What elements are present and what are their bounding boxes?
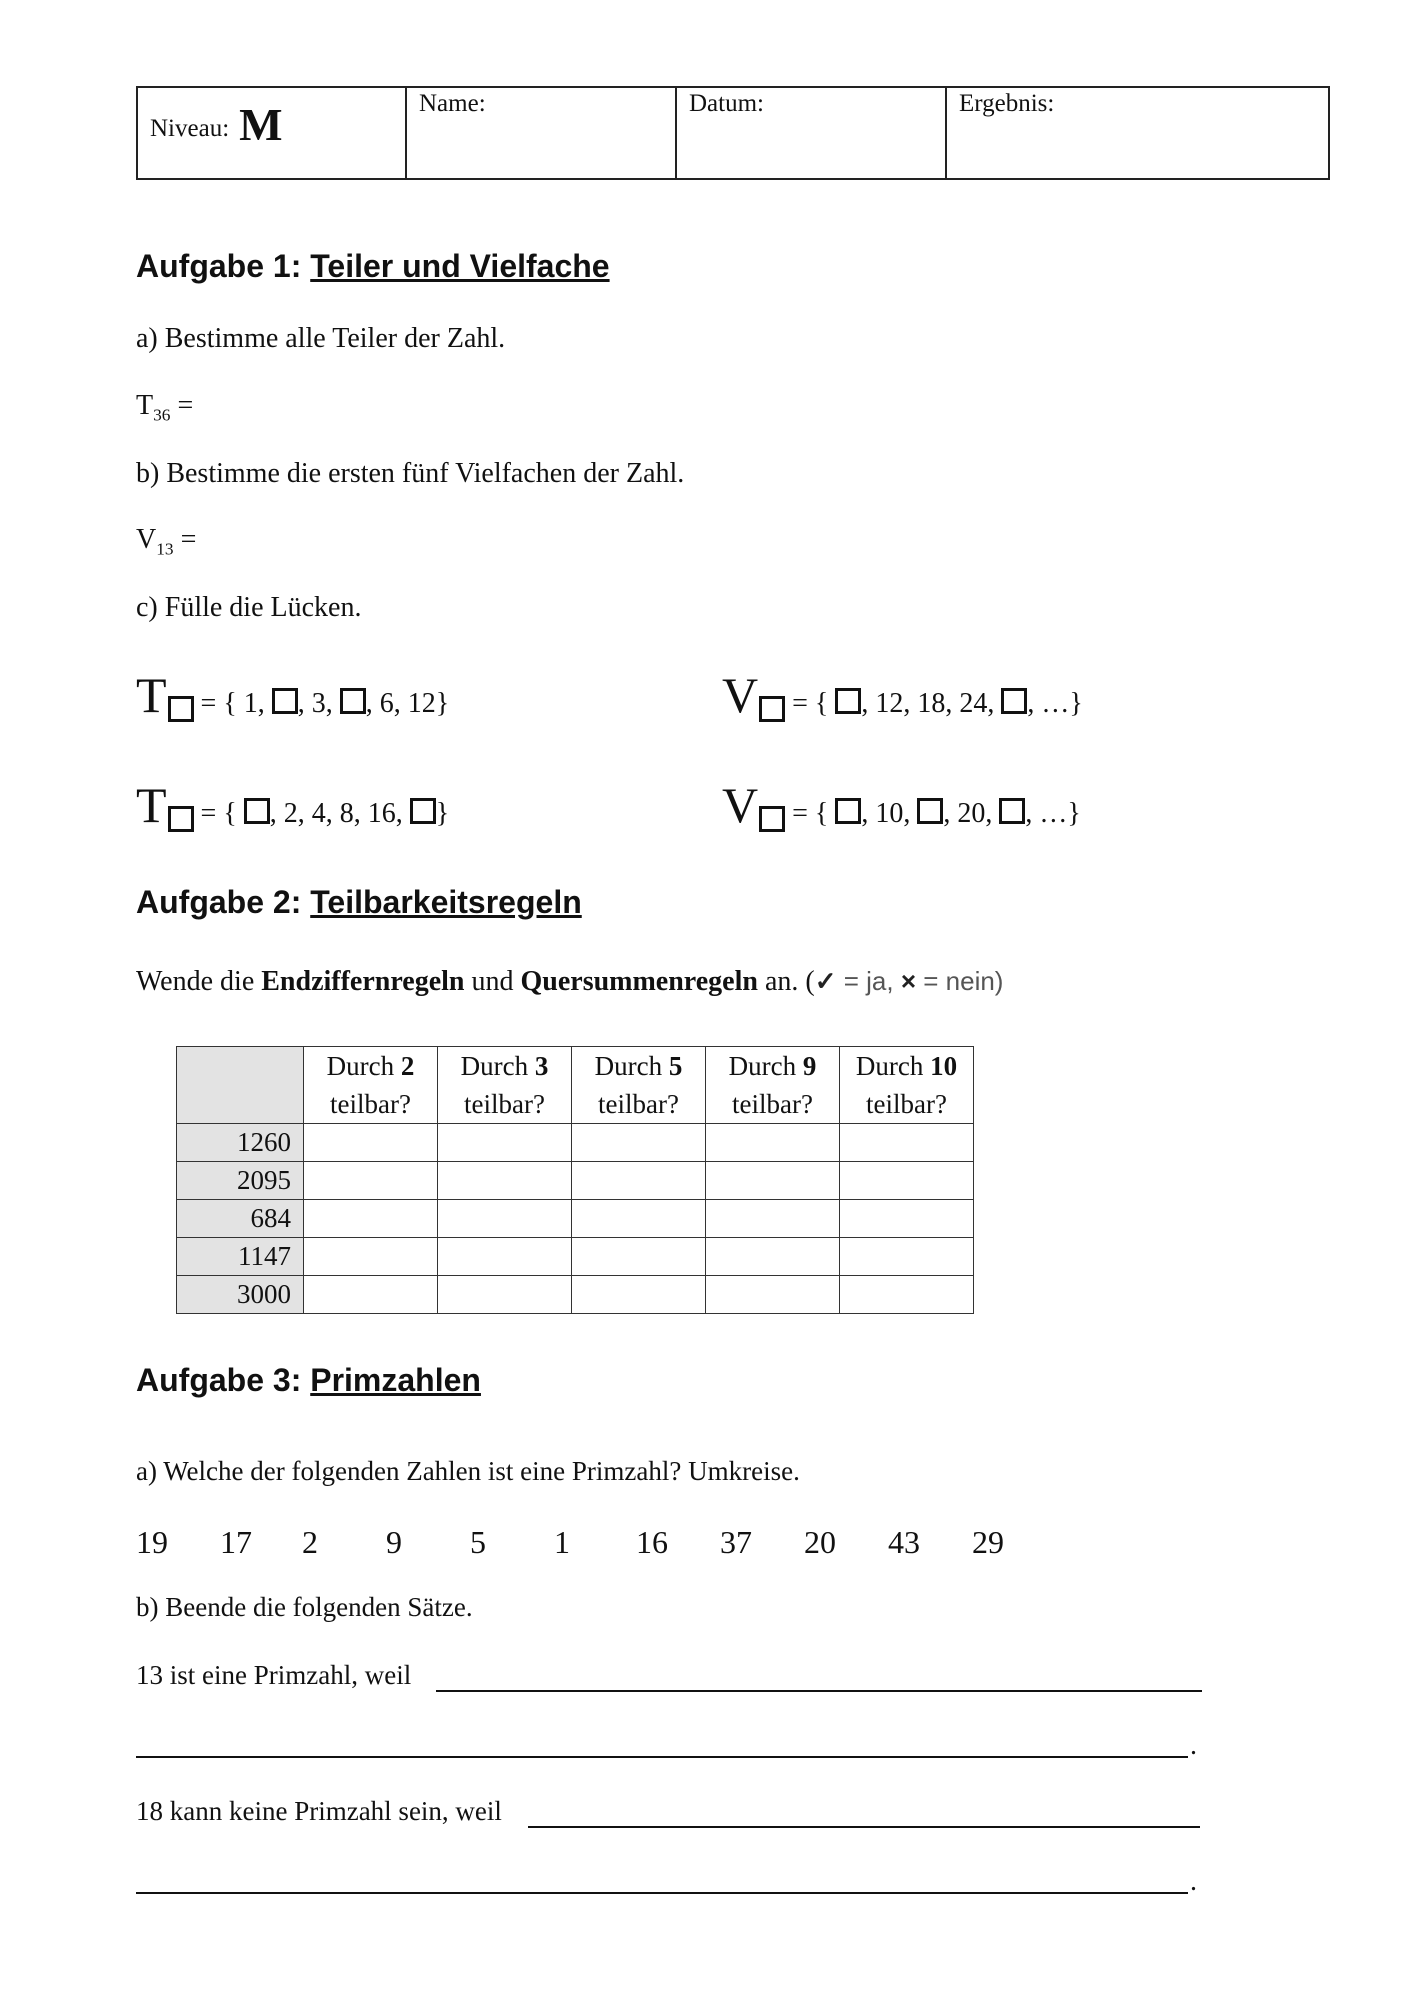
- answer-cell[interactable]: [438, 1200, 572, 1238]
- sentence-text: 13 ist eine Primzahl, weil: [136, 1660, 412, 1690]
- equals: =: [173, 524, 197, 555]
- task3-prefix: Aufgabe 3:: [136, 1362, 311, 1398]
- task3-heading: [136, 1362, 481, 1399]
- answer-cell[interactable]: [438, 1238, 572, 1276]
- prime-candidate[interactable]: 43: [888, 1524, 920, 1560]
- task1-prefix: Aufgabe 1:: [136, 248, 311, 284]
- col-post: teilbar?: [732, 1089, 813, 1119]
- divisor-symbol: T: [136, 390, 154, 421]
- answer-line[interactable]: [136, 1756, 1188, 1758]
- answer-line[interactable]: [528, 1826, 1200, 1828]
- gap-box[interactable]: [168, 806, 194, 832]
- answer-cell[interactable]: [840, 1276, 974, 1314]
- answer-cell[interactable]: [706, 1200, 840, 1238]
- ergebnis-cell[interactable]: [946, 87, 1329, 179]
- niveau-cell: [137, 87, 406, 179]
- answer-cell[interactable]: [840, 1200, 974, 1238]
- intro-text: Wende die: [136, 966, 262, 997]
- set-symbol: T: [136, 667, 167, 723]
- set-text: , 3,: [297, 688, 340, 719]
- set-text: }: [435, 798, 450, 829]
- name-label: Name:: [419, 90, 486, 117]
- gap-box[interactable]: [168, 696, 194, 722]
- gap-box[interactable]: [999, 798, 1025, 824]
- gap-box[interactable]: [410, 798, 436, 824]
- multiple-symbol: V: [136, 524, 157, 555]
- col-pre: Durch: [460, 1051, 535, 1081]
- divisibility-table: [176, 1046, 974, 1314]
- gap-box[interactable]: [835, 798, 861, 824]
- answer-cell[interactable]: [304, 1276, 438, 1314]
- row-number: 1260: [177, 1124, 304, 1162]
- col-num: 3: [534, 1051, 549, 1081]
- answer-cell[interactable]: [572, 1200, 706, 1238]
- answer-cell[interactable]: [304, 1162, 438, 1200]
- answer-cell[interactable]: [304, 1238, 438, 1276]
- col-post: teilbar?: [598, 1089, 679, 1119]
- gap-set-3: [136, 776, 449, 834]
- prime-candidate[interactable]: 16: [636, 1524, 668, 1560]
- prime-candidate[interactable]: 37: [720, 1524, 752, 1560]
- intro-text: und: [464, 966, 521, 997]
- name-cell[interactable]: [406, 87, 676, 179]
- answer-cell[interactable]: [840, 1238, 974, 1276]
- set-text: , 20,: [943, 798, 1000, 829]
- check-icon: ✓: [814, 966, 837, 996]
- set-text: , …}: [1025, 798, 1081, 829]
- set-symbol: V: [722, 667, 759, 723]
- set-text: , 6, 12}: [365, 688, 450, 719]
- task1-heading: [136, 248, 610, 285]
- legend-text: = nein): [916, 966, 1004, 996]
- sentence-2: [136, 1796, 502, 1827]
- table-row: [177, 1238, 974, 1276]
- row-number: 3000: [177, 1276, 304, 1314]
- set-symbol: V: [722, 777, 759, 833]
- legend: [815, 966, 1004, 996]
- answer-cell[interactable]: [304, 1200, 438, 1238]
- col-header: [840, 1047, 974, 1124]
- table-row: [177, 1124, 974, 1162]
- task1-a-text: a) Bestimme alle Teiler der Zahl.: [136, 323, 506, 354]
- set-text: = {: [785, 798, 836, 829]
- gap-box[interactable]: [1001, 688, 1027, 714]
- prime-candidate[interactable]: 20: [804, 1524, 836, 1560]
- table-row: [177, 1162, 974, 1200]
- answer-cell[interactable]: [840, 1162, 974, 1200]
- answer-cell[interactable]: [706, 1124, 840, 1162]
- ergebnis-label: Ergebnis:: [959, 90, 1055, 117]
- col-num: 2: [400, 1051, 415, 1081]
- gap-box[interactable]: [244, 798, 270, 824]
- set-text: = { 1,: [193, 688, 272, 719]
- task2-intro: [136, 966, 1003, 998]
- header-table: [136, 86, 1330, 180]
- answer-cell[interactable]: [438, 1124, 572, 1162]
- task1-title: Teiler und Vielfache: [310, 248, 610, 284]
- gap-set-4: [722, 776, 1081, 834]
- prime-candidate[interactable]: 17: [220, 1524, 252, 1560]
- task3-b-text: b) Beende die folgenden Sätze.: [136, 1592, 473, 1622]
- col-num: 10: [930, 1051, 958, 1081]
- prime-candidate[interactable]: 29: [972, 1524, 1004, 1560]
- answer-cell[interactable]: [438, 1162, 572, 1200]
- answer-cell[interactable]: [706, 1276, 840, 1314]
- gap-set-1: [136, 666, 449, 724]
- cross-icon: ×: [900, 966, 917, 996]
- table-corner: [177, 1047, 304, 1124]
- prime-candidate[interactable]: 2: [302, 1524, 318, 1560]
- set-text: = {: [193, 798, 244, 829]
- table-row: [177, 1276, 974, 1314]
- answer-cell[interactable]: [572, 1124, 706, 1162]
- col-pre: Durch: [326, 1051, 401, 1081]
- answer-cell[interactable]: [572, 1276, 706, 1314]
- set-text: , 10,: [861, 798, 918, 829]
- niveau-label: Niveau:: [150, 115, 230, 142]
- answer-cell[interactable]: [706, 1238, 840, 1276]
- task1-c-text: c) Fülle die Lücken.: [136, 592, 362, 623]
- set-text: , …}: [1027, 688, 1083, 719]
- col-pre: Durch: [728, 1051, 803, 1081]
- multiple-sub: 13: [156, 539, 174, 559]
- task1-b-answer[interactable]: [136, 524, 196, 560]
- equals: =: [170, 390, 194, 421]
- set-text: = {: [785, 688, 836, 719]
- gap-box[interactable]: [340, 688, 366, 714]
- datum-cell[interactable]: [676, 87, 946, 179]
- legend-text: = ja,: [836, 966, 901, 996]
- task3-a-text: a) Welche der folgenden Zahlen ist eine Primzahl? Umkreise.: [136, 1456, 800, 1486]
- col-pre: Durch: [594, 1051, 669, 1081]
- gap-box[interactable]: [759, 696, 785, 722]
- set-text: , 12, 18, 24,: [861, 688, 1002, 719]
- answer-cell[interactable]: [840, 1124, 974, 1162]
- task1-a-answer[interactable]: [136, 390, 193, 426]
- task1-b-text: b) Bestimme die ersten fünf Vielfachen der Zahl.: [136, 458, 685, 489]
- col-header: [572, 1047, 706, 1124]
- sentence-text: 18 kann keine Primzahl sein, weil: [136, 1796, 502, 1826]
- row-number: 1147: [177, 1238, 304, 1276]
- niveau-value: M: [239, 99, 283, 150]
- answer-line[interactable]: [136, 1892, 1188, 1894]
- set-symbol: T: [136, 777, 167, 833]
- line-period: .: [1190, 1866, 1197, 1897]
- divisor-sub: 36: [153, 405, 171, 425]
- task3-title: Primzahlen: [310, 1362, 481, 1398]
- answer-cell[interactable]: [304, 1124, 438, 1162]
- prime-candidate[interactable]: 1: [554, 1524, 570, 1560]
- col-num: 9: [802, 1051, 817, 1081]
- prime-candidate[interactable]: 5: [470, 1524, 486, 1560]
- gap-box[interactable]: [759, 806, 785, 832]
- prime-candidate[interactable]: 9: [386, 1524, 402, 1560]
- set-text: , 2, 4, 8, 16,: [269, 798, 410, 829]
- datum-label: Datum:: [689, 90, 764, 117]
- sentence-1: [136, 1660, 411, 1691]
- table-row: [177, 1200, 974, 1238]
- task2-prefix: Aufgabe 2:: [136, 884, 311, 920]
- task2-title: Teilbarkeitsregeln: [310, 884, 582, 920]
- answer-cell[interactable]: [438, 1276, 572, 1314]
- col-num: 5: [668, 1051, 683, 1081]
- gap-box[interactable]: [272, 688, 298, 714]
- answer-cell[interactable]: [572, 1238, 706, 1276]
- gap-set-2: [722, 666, 1083, 724]
- col-post: teilbar?: [866, 1089, 947, 1119]
- col-post: teilbar?: [330, 1089, 411, 1119]
- col-header: [706, 1047, 840, 1124]
- col-header: [304, 1047, 438, 1124]
- intro-bold: Quersummenregeln: [520, 966, 758, 997]
- col-pre: Durch: [855, 1051, 931, 1081]
- intro-bold: Endziffernregeln: [261, 966, 465, 997]
- intro-text: an. (: [757, 966, 815, 997]
- col-post: teilbar?: [464, 1089, 545, 1119]
- row-number: 684: [177, 1200, 304, 1238]
- answer-line[interactable]: [436, 1690, 1202, 1692]
- line-period: .: [1190, 1730, 1197, 1761]
- col-header: [438, 1047, 572, 1124]
- task2-heading: [136, 884, 582, 921]
- row-number: 2095: [177, 1162, 304, 1200]
- gap-box[interactable]: [835, 688, 861, 714]
- prime-candidate[interactable]: 19: [136, 1524, 168, 1560]
- answer-cell[interactable]: [706, 1162, 840, 1200]
- gap-box[interactable]: [917, 798, 943, 824]
- answer-cell[interactable]: [572, 1162, 706, 1200]
